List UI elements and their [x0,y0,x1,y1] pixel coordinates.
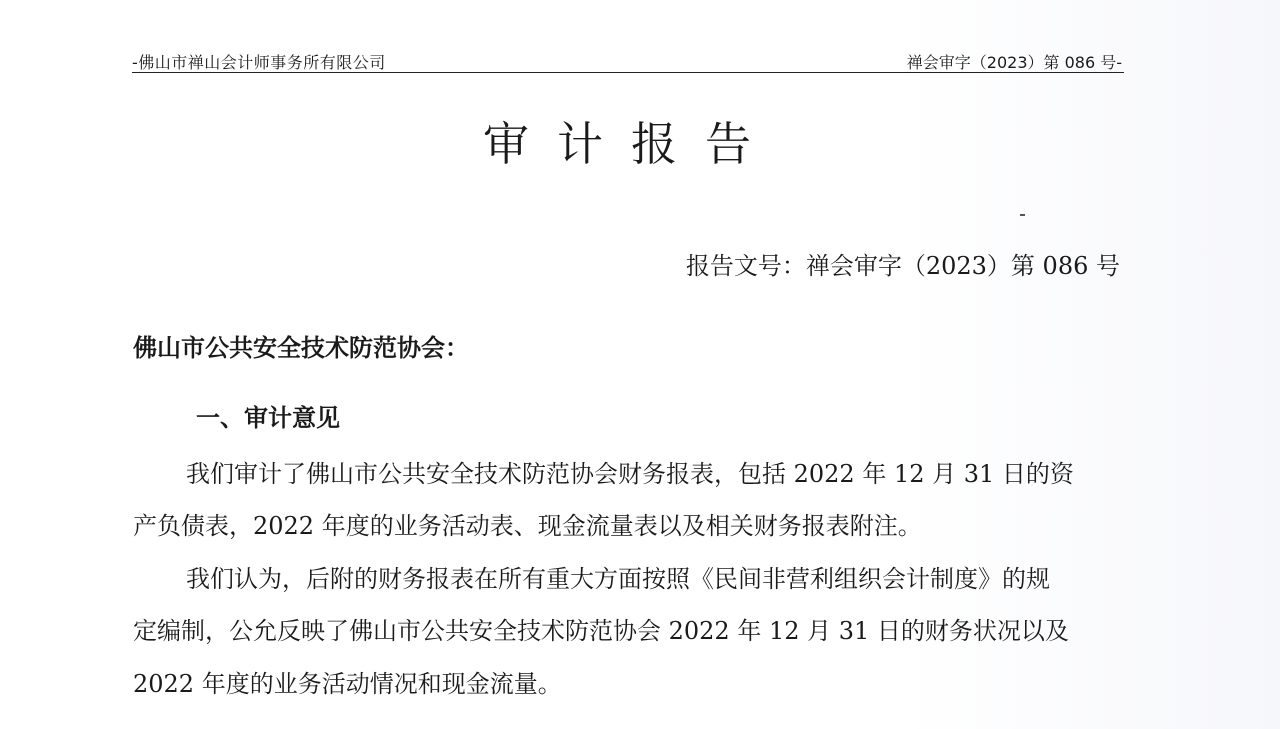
header-firm-name: -佛山市禅山会计师事务所有限公司 [132,53,386,72]
header-rule [132,72,1124,73]
paragraph1-line1: 我们审计了佛山市公共安全技术防范协会财务报表，包括 2022 年 12 月 31 日的资 [186,460,1074,488]
header-report-number: 禅会审字（2023）第 086 号- [906,53,1122,72]
report-title: 审计报告 [483,117,779,171]
paragraph2-line3: 2022 年度的业务活动情况和现金流量。 [133,670,562,698]
addressee: 佛山市公共安全技术防范协会： [133,333,469,362]
scan-speck [1020,214,1025,216]
section-heading-audit-opinion: 一、审计意见 [196,403,340,432]
paragraph2-line1: 我们认为，后附的财务报表在所有重大方面按照《民间非营利组织会计制度》的规 [186,565,1050,593]
report-doc-number: 报告文号：禅会审字（2023）第 086 号 [685,252,1120,280]
paragraph2-line2: 定编制，公允反映了佛山市公共安全技术防范协会 2022 年 12 月 31 日的财务状况以及 [133,617,1069,645]
paragraph1-line2: 产负债表，2022 年度的业务活动表、现金流量表以及相关财务报表附注。 [133,512,922,540]
